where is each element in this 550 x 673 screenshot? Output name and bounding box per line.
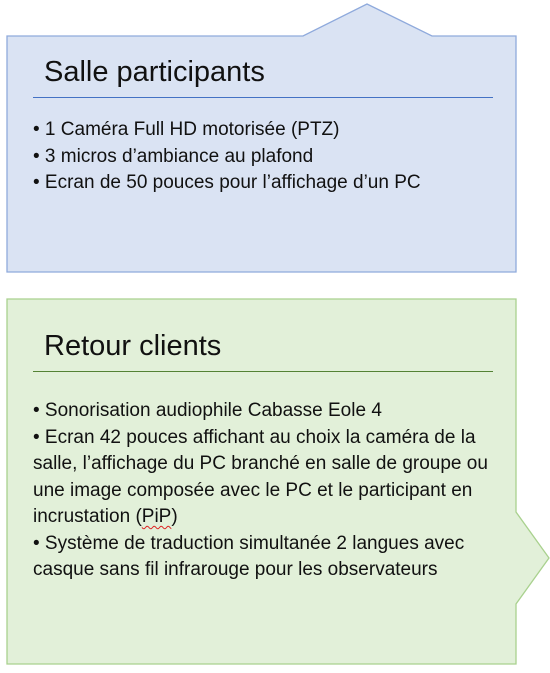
- participants-title-rule: [33, 97, 493, 98]
- participants-feature-list: [33, 117, 433, 197]
- pip-spellcheck-word: PiP: [141, 506, 172, 527]
- participants-feature-item: • Ecran de 50 pouces pour l’affichage d’un PC: [33, 172, 421, 193]
- clients-feature-item: • Système de traduction simultanée 2 langues avec casque sans fil infrarouge pour les observateurs: [33, 532, 465, 580]
- participants-feature-item: • 1 Caméra Full HD motorisée (PTZ): [33, 119, 340, 140]
- participants-title: Salle participants: [44, 56, 265, 88]
- participants-feature-item: • 3 micros d’ambiance au plafond: [33, 145, 314, 167]
- clients-feature-text-end: ): [171, 506, 178, 527]
- clients-feature-text: • Ecran 42 pouces affichant au choix la caméra de la salle, l’affichage du PC branché en salle de groupe ou une image composée avec le PC et le participant en incrustation (: [33, 426, 488, 527]
- clients-feature-item: • Sonorisation audiophile Cabasse Eole 4: [33, 400, 382, 421]
- clients-title-rule: [33, 371, 493, 372]
- clients-feature-item: [33, 425, 488, 531]
- clients-title: Retour clients: [44, 330, 222, 362]
- clients-feature-list: [33, 398, 488, 584]
